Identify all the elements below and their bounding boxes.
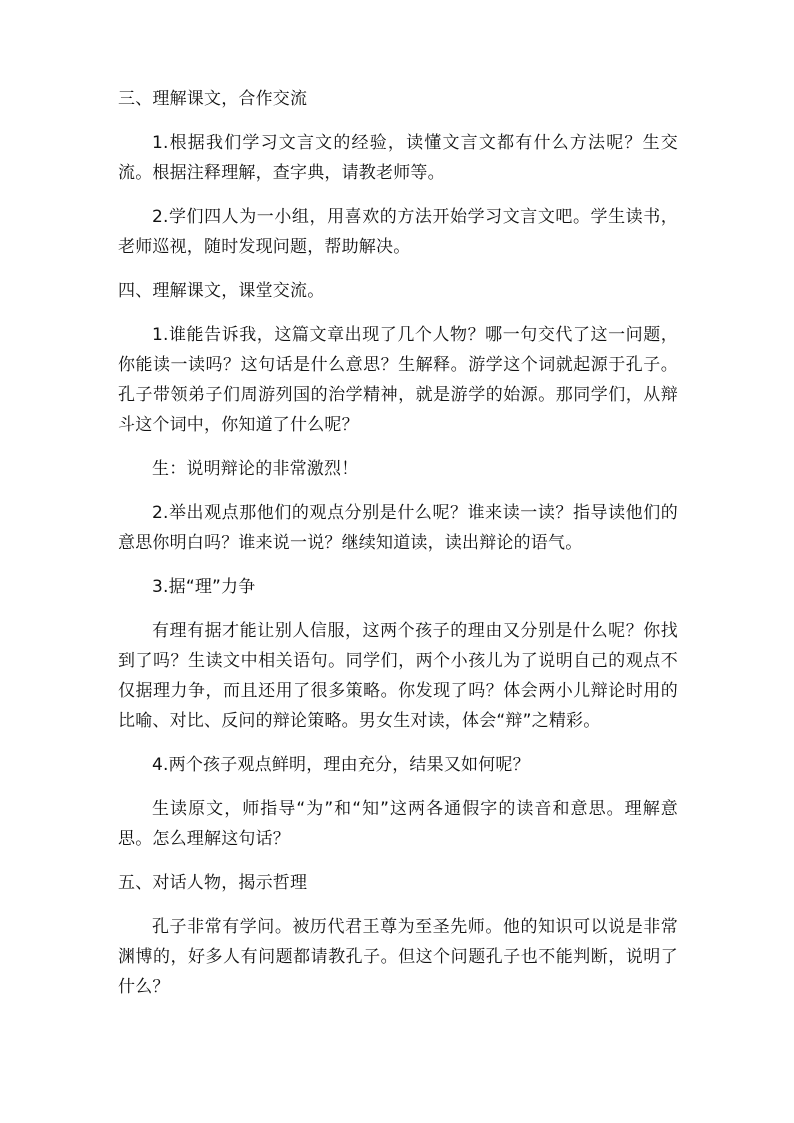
section-heading-4: 四、理解课文，课堂交流。 bbox=[118, 281, 325, 301]
section-heading-5: 五、对话人物，揭示哲理 bbox=[118, 873, 308, 893]
paragraph: 2.举出观点那他们的观点分别是什么呢？谁来读一读？指导读他们的意思你明白吗？谁来说一说？继续知道读，读出辩论的语气。 bbox=[118, 503, 678, 553]
paragraph: 有理有据才能让别人信服，这两个孩子的理由又分别是什么呢？你找到了吗？生读文中相关语句。同学们，两个小孩儿为了说明自己的观点不仅据理力争，而且还用了很多策略。你发现了吗？体会两小儿辩论时用的比喻、对比、反问的辩论策略。男女生对读，体会“辩”之精彩。 bbox=[118, 621, 678, 731]
paragraph: 1.谁能告诉我，这篇文章出现了几个人物？哪一句交代了这一问题，你能读一读吗？这句话是什么意思？生解释。游学这个词就起源于孔子。孔子带领弟子们周游列国的治学精神，就是游学的始源。那同学们，从辩斗这个词中，你知道了什么呢？ bbox=[118, 325, 678, 435]
document-page bbox=[118, 84, 678, 1016]
paragraph: 2.学们四人为一小组，用喜欢的方法开始学习文言文吧。学生读书，老师巡视，随时发现问题，帮助解决。 bbox=[118, 207, 678, 257]
section-heading-3: 三、理解课文，合作交流 bbox=[118, 89, 308, 109]
paragraph: 1.根据我们学习文言文的经验，读懂文言文都有什么方法呢？生交流。根据注释理解，查字典，请教老师等。 bbox=[118, 133, 678, 183]
paragraph: 生读原文，师指导“为”和“知”这两各通假字的读音和意思。理解意思。怎么理解这句话？ bbox=[118, 799, 678, 849]
paragraph: 孔子非常有学问。被历代君王尊为至圣先师。他的知识可以说是非常渊博的，好多人有问题都请教孔子。但这个问题孔子也不能判断，说明了什么？ bbox=[118, 917, 678, 997]
paragraph: 3.据“理”力争 bbox=[152, 577, 256, 597]
paragraph: 生：说明辩论的非常激烈！ bbox=[152, 459, 359, 479]
paragraph: 4.两个孩子观点鲜明，理由充分，结果又如何呢？ bbox=[152, 755, 530, 775]
